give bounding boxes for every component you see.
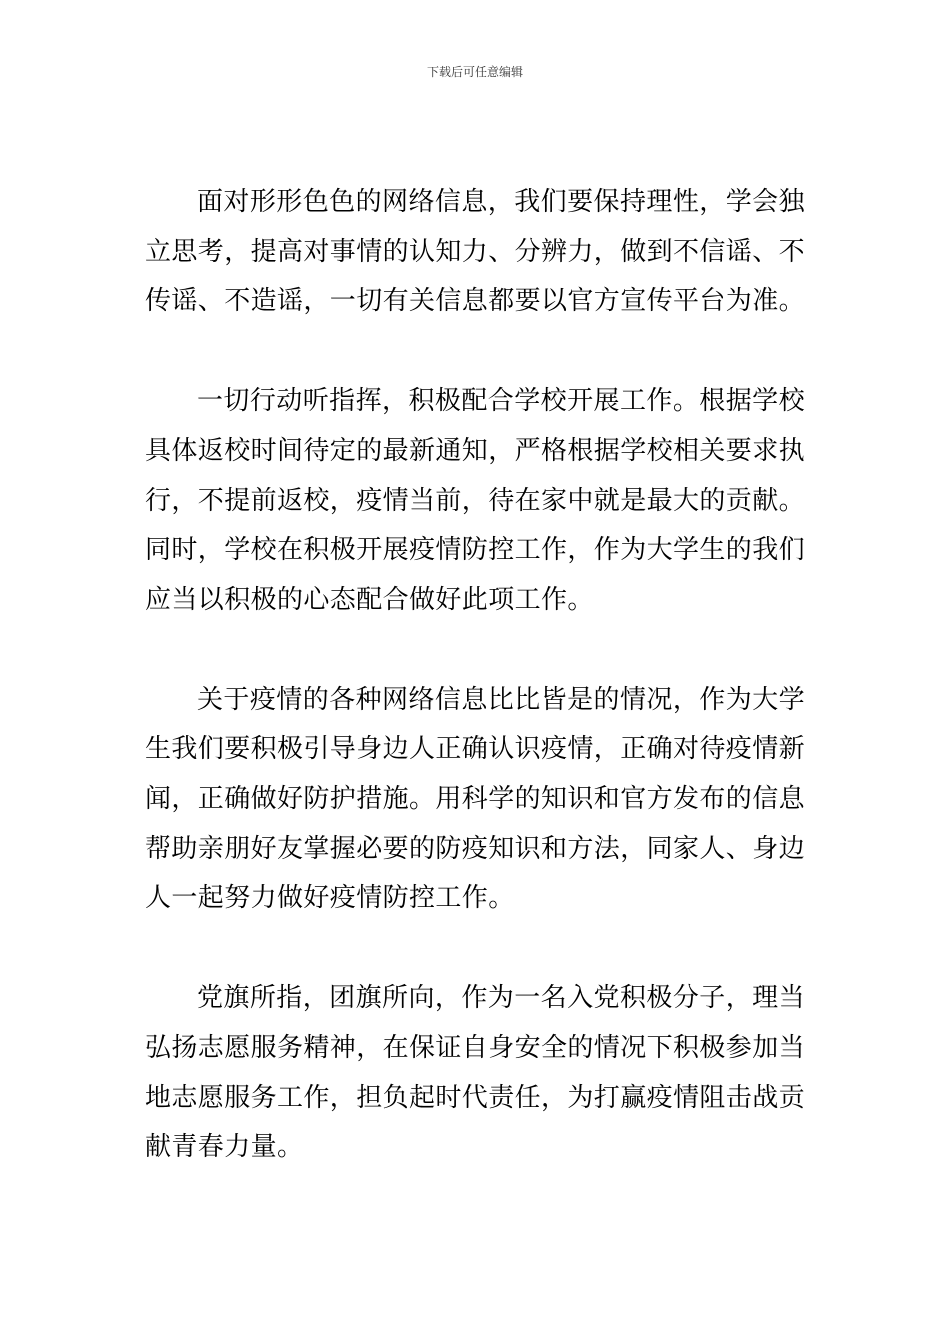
page-header-note: 下载后可任意编辑	[426, 65, 523, 79]
paragraph-2: 一切行动听指挥，积极配合学校开展工作。根据学校具体返校时间待定的最新通知，严格根据学校相关要求执行，不提前返校，疫情当前，待在家中就是最大的贡献。同时，学校在积极开展疫情防控工作，作为大学生的我们应当以积极的心态配合做好此项工作。	[145, 386, 806, 615]
paragraph-1: 面对形形色色的网络信息，我们要保持理性，学会独立思考，提高对事情的认知力、分辨力，做到不信谣、不传谣、不造谣，一切有关信息都要以官方宣传平台为准。	[145, 187, 806, 317]
paragraph-3: 关于疫情的各种网络信息比比皆是的情况，作为大学生我们要积极引导身边人正确认识疫情，正确对待疫情新闻，正确做好防护措施。用科学的知识和官方发布的信息帮助亲朋好友掌握必要的防疫知识和方法，同家人、身边人一起努力做好疫情防控工作。	[145, 684, 806, 914]
paragraph-4: 党旗所指，团旗所向，作为一名入党积极分子，理当弘扬志愿服务精神，在保证自身安全的情况下积极参加当地志愿服务工作，担负起时代责任，为打赢疫情阻击战贡献青春力量。	[145, 983, 806, 1163]
document-body	[145, 178, 805, 1173]
